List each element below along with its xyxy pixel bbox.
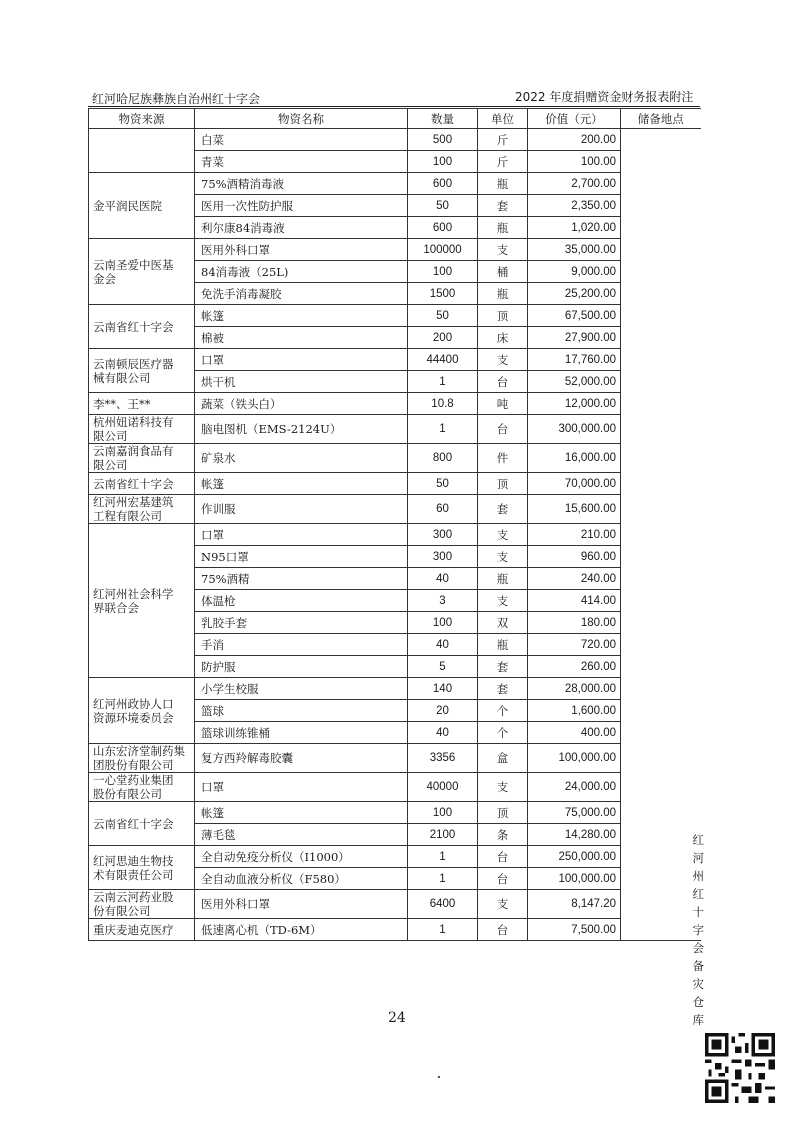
donor-source	[89, 473, 195, 495]
item-name: 篮球训练锥桶	[195, 722, 408, 744]
item-name: 口罩	[195, 349, 408, 371]
item-quantity: 50	[408, 195, 478, 217]
item-unit: 台	[478, 415, 528, 444]
donor-source-line: 股份有限公司	[93, 787, 162, 801]
donor-source-line: 云南顿辰医疗器	[93, 356, 174, 371]
item-name: 帐篷	[195, 305, 408, 327]
item-name: 蔬菜（铁头白）	[195, 393, 408, 415]
item-value: 14,280.00	[528, 824, 621, 846]
item-value: 720.00	[528, 634, 621, 656]
donor-source-line: 云南圣爱中医基	[93, 257, 174, 272]
item-value: 67,500.00	[528, 305, 621, 327]
item-unit: 台	[478, 919, 528, 941]
donor-source	[89, 393, 195, 415]
item-quantity: 10.8	[408, 393, 478, 415]
donor-source-line: 金会	[93, 271, 116, 286]
donor-source-line: 界联合会	[93, 600, 139, 615]
item-name: 口罩	[195, 773, 408, 802]
item-quantity: 3356	[408, 744, 478, 773]
report-title: 2022 年度捐赠资金财务报表附注	[515, 90, 694, 104]
donor-source-line: 红河州宏基建筑	[93, 495, 174, 509]
item-quantity: 1	[408, 415, 478, 444]
donor-source-line: 云南省红十字会	[93, 476, 174, 491]
donor-source-line: 山东宏济堂制药集	[93, 744, 185, 758]
item-quantity: 40	[408, 568, 478, 590]
table-row	[89, 129, 701, 151]
item-name: 棉被	[195, 327, 408, 349]
table-row	[89, 919, 701, 941]
item-quantity: 5	[408, 656, 478, 678]
item-quantity: 500	[408, 129, 478, 151]
donor-source-line: 李**、王**	[93, 396, 151, 411]
item-unit: 套	[478, 678, 528, 700]
item-quantity: 6400	[408, 890, 478, 919]
donor-source	[89, 919, 195, 941]
item-unit: 支	[478, 546, 528, 568]
item-value: 400.00	[528, 722, 621, 744]
donor-source	[89, 773, 195, 802]
item-unit: 台	[478, 371, 528, 393]
item-value: 260.00	[528, 656, 621, 678]
item-name: 手消	[195, 634, 408, 656]
item-name: 复方西羚解毒胶囊	[195, 744, 408, 773]
item-unit: 顶	[478, 305, 528, 327]
item-value: 1,020.00	[528, 217, 621, 239]
col-source: 物资来源	[89, 109, 195, 129]
table-row	[89, 444, 701, 473]
item-quantity: 44400	[408, 349, 478, 371]
item-unit: 个	[478, 722, 528, 744]
donor-source	[89, 173, 195, 239]
item-name: 免洗手消毒凝胶	[195, 283, 408, 305]
page-number: 24	[388, 1010, 406, 1026]
item-unit: 套	[478, 495, 528, 524]
item-quantity: 50	[408, 473, 478, 495]
item-name: 脑电图机（EMS-2124U）	[195, 415, 408, 444]
item-value: 2,350.00	[528, 195, 621, 217]
item-name: 利尔康84消毒液	[195, 217, 408, 239]
scan-speck	[438, 1076, 440, 1078]
item-value: 100.00	[528, 151, 621, 173]
item-value: 24,000.00	[528, 773, 621, 802]
item-name: 作训服	[195, 495, 408, 524]
item-value: 100,000.00	[528, 868, 621, 890]
item-unit: 台	[478, 868, 528, 890]
item-value: 100,000.00	[528, 744, 621, 773]
item-name: N95口罩	[195, 546, 408, 568]
item-name: 矿泉水	[195, 444, 408, 473]
item-value: 15,600.00	[528, 495, 621, 524]
item-quantity: 1	[408, 919, 478, 941]
report-org: 红河哈尼族彝族自治州红十字会	[92, 92, 261, 106]
item-name: 乳胶手套	[195, 612, 408, 634]
item-unit: 盒	[478, 744, 528, 773]
item-value: 28,000.00	[528, 678, 621, 700]
table-row	[89, 415, 701, 444]
item-unit: 套	[478, 195, 528, 217]
donor-source	[89, 415, 195, 444]
item-name: 烘干机	[195, 371, 408, 393]
donor-source	[89, 846, 195, 890]
item-value: 240.00	[528, 568, 621, 590]
table-row	[89, 349, 701, 371]
donor-source	[89, 678, 195, 744]
item-name: 75%酒精消毒液	[195, 173, 408, 195]
donor-source-line: 械有限公司	[93, 370, 151, 385]
donor-source-line: 团股份有限公司	[93, 758, 174, 772]
item-quantity: 3	[408, 590, 478, 612]
table-row	[89, 890, 701, 919]
donor-source	[89, 349, 195, 393]
item-name: 白菜	[195, 129, 408, 151]
item-quantity: 600	[408, 173, 478, 195]
item-value: 35,000.00	[528, 239, 621, 261]
item-name: 口罩	[195, 524, 408, 546]
donor-source-line: 红河思迪生物技	[93, 853, 174, 868]
item-quantity: 1	[408, 846, 478, 868]
item-name: 75%酒精	[195, 568, 408, 590]
item-quantity: 2100	[408, 824, 478, 846]
donor-source-line: 重庆麦迪克医疗	[93, 922, 174, 937]
item-name: 篮球	[195, 700, 408, 722]
table-row	[89, 678, 701, 700]
donor-source-line: 资源环境委员会	[93, 710, 174, 725]
item-unit: 斤	[478, 129, 528, 151]
item-quantity: 100	[408, 261, 478, 283]
item-value: 16,000.00	[528, 444, 621, 473]
item-quantity: 800	[408, 444, 478, 473]
item-unit: 瓶	[478, 634, 528, 656]
donor-source-line: 红河州政协人口	[93, 696, 174, 711]
donor-source-line: 工程有限公司	[93, 509, 162, 523]
donor-source-line: 限公司	[93, 458, 128, 472]
donor-source	[89, 524, 195, 678]
item-unit: 支	[478, 239, 528, 261]
item-value: 70,000.00	[528, 473, 621, 495]
item-name: 防护服	[195, 656, 408, 678]
table-row	[89, 773, 701, 802]
table-row	[89, 744, 701, 773]
donor-source-line: 云南嘉润食品有	[93, 444, 174, 458]
table-row	[89, 173, 701, 195]
item-quantity: 100	[408, 802, 478, 824]
item-name: 帐篷	[195, 802, 408, 824]
item-quantity: 40	[408, 634, 478, 656]
item-value: 414.00	[528, 590, 621, 612]
item-value: 1,600.00	[528, 700, 621, 722]
col-item-name: 物资名称	[195, 109, 408, 129]
donation-table	[88, 108, 704, 1027]
item-name: 医用一次性防护服	[195, 195, 408, 217]
item-quantity: 60	[408, 495, 478, 524]
item-value: 12,000.00	[528, 393, 621, 415]
item-name: 84消毒液（25L)	[195, 261, 408, 283]
col-quantity: 数量	[408, 109, 478, 129]
item-value: 8,147.20	[528, 890, 621, 919]
item-value: 9,000.00	[528, 261, 621, 283]
table-header-row	[89, 109, 701, 129]
donor-source-line: 术有限责任公司	[93, 867, 174, 882]
donor-source-line: 红河州社会科学	[93, 586, 174, 601]
item-name: 医用外科口罩	[195, 890, 408, 919]
item-value: 25,200.00	[528, 283, 621, 305]
item-unit: 顶	[478, 473, 528, 495]
donor-source	[89, 495, 195, 524]
item-name: 帐篷	[195, 473, 408, 495]
item-quantity: 50	[408, 305, 478, 327]
item-unit: 件	[478, 444, 528, 473]
item-name: 薄毛毯	[195, 824, 408, 846]
item-value: 210.00	[528, 524, 621, 546]
table-row	[89, 239, 701, 261]
item-name: 青菜	[195, 151, 408, 173]
donor-source	[89, 744, 195, 773]
donor-source	[89, 890, 195, 919]
item-name: 体温枪	[195, 590, 408, 612]
item-quantity: 600	[408, 217, 478, 239]
item-quantity: 1	[408, 868, 478, 890]
table-row	[89, 305, 701, 327]
item-quantity: 1500	[408, 283, 478, 305]
donor-source-line: 云南省红十字会	[93, 319, 174, 334]
storage-location-line: 红河州红十字会	[692, 832, 704, 955]
table-row	[89, 473, 701, 495]
donor-source-line: 杭州妞诺科技有	[93, 415, 174, 429]
donor-source	[89, 444, 195, 473]
item-value: 52,000.00	[528, 371, 621, 393]
item-unit: 个	[478, 700, 528, 722]
storage-location: 红河州红十字会 备灾仓库	[692, 832, 704, 1027]
item-unit: 斤	[478, 151, 528, 173]
item-unit: 条	[478, 824, 528, 846]
donor-source-line: 金平润民医院	[93, 198, 162, 213]
item-value: 200.00	[528, 129, 621, 151]
donor-source	[89, 802, 195, 846]
item-quantity: 300	[408, 546, 478, 568]
item-value: 300,000.00	[528, 415, 621, 444]
item-unit: 瓶	[478, 283, 528, 305]
item-name: 医用外科口罩	[195, 239, 408, 261]
donor-source-line: 云南云河药业股	[93, 890, 174, 904]
item-unit: 支	[478, 524, 528, 546]
item-value: 17,760.00	[528, 349, 621, 371]
table-row	[89, 524, 701, 546]
item-quantity: 100	[408, 612, 478, 634]
item-value: 180.00	[528, 612, 621, 634]
item-unit: 床	[478, 327, 528, 349]
item-quantity: 1	[408, 371, 478, 393]
item-quantity: 200	[408, 327, 478, 349]
item-quantity: 40	[408, 722, 478, 744]
item-value: 2,700.00	[528, 173, 621, 195]
item-name: 小学生校服	[195, 678, 408, 700]
donor-source-line: 份有限公司	[93, 904, 151, 918]
donor-source-line: 云南省红十字会	[93, 816, 174, 831]
header-rule	[88, 106, 700, 107]
item-value: 75,000.00	[528, 802, 621, 824]
donor-source	[89, 129, 195, 173]
item-unit: 桶	[478, 261, 528, 283]
item-quantity: 100	[408, 151, 478, 173]
table-row	[89, 495, 701, 524]
item-unit: 双	[478, 612, 528, 634]
item-unit: 瓶	[478, 217, 528, 239]
col-storage: 储备地点	[621, 109, 701, 129]
col-unit: 单位	[478, 109, 528, 129]
donor-source-line: 限公司	[93, 429, 128, 443]
table-row	[89, 846, 701, 868]
item-value: 7,500.00	[528, 919, 621, 941]
item-value: 960.00	[528, 546, 621, 568]
item-name: 全自动血液分析仪（F580）	[195, 868, 408, 890]
donor-source	[89, 305, 195, 349]
qr-code-icon	[705, 1033, 775, 1103]
item-name: 低速离心机（TD-6M）	[195, 919, 408, 941]
table-row	[89, 802, 701, 824]
item-quantity: 40000	[408, 773, 478, 802]
item-quantity: 140	[408, 678, 478, 700]
col-value: 价值（元）	[528, 109, 621, 129]
donor-source	[89, 239, 195, 305]
item-quantity: 300	[408, 524, 478, 546]
item-unit: 吨	[478, 393, 528, 415]
item-unit: 瓶	[478, 568, 528, 590]
item-name: 全自动免疫分析仪（I1000）	[195, 846, 408, 868]
item-quantity: 20	[408, 700, 478, 722]
item-unit: 瓶	[478, 173, 528, 195]
item-unit: 支	[478, 590, 528, 612]
item-unit: 支	[478, 773, 528, 802]
item-unit: 台	[478, 846, 528, 868]
item-unit: 支	[478, 349, 528, 371]
item-unit: 顶	[478, 802, 528, 824]
storage-location-cell	[621, 129, 704, 1027]
item-value: 27,900.00	[528, 327, 621, 349]
item-value: 250,000.00	[528, 846, 621, 868]
table-row	[89, 393, 701, 415]
item-unit: 支	[478, 890, 528, 919]
item-unit: 套	[478, 656, 528, 678]
donor-source-line: 一心堂药业集团	[93, 773, 174, 787]
item-quantity: 100000	[408, 239, 478, 261]
